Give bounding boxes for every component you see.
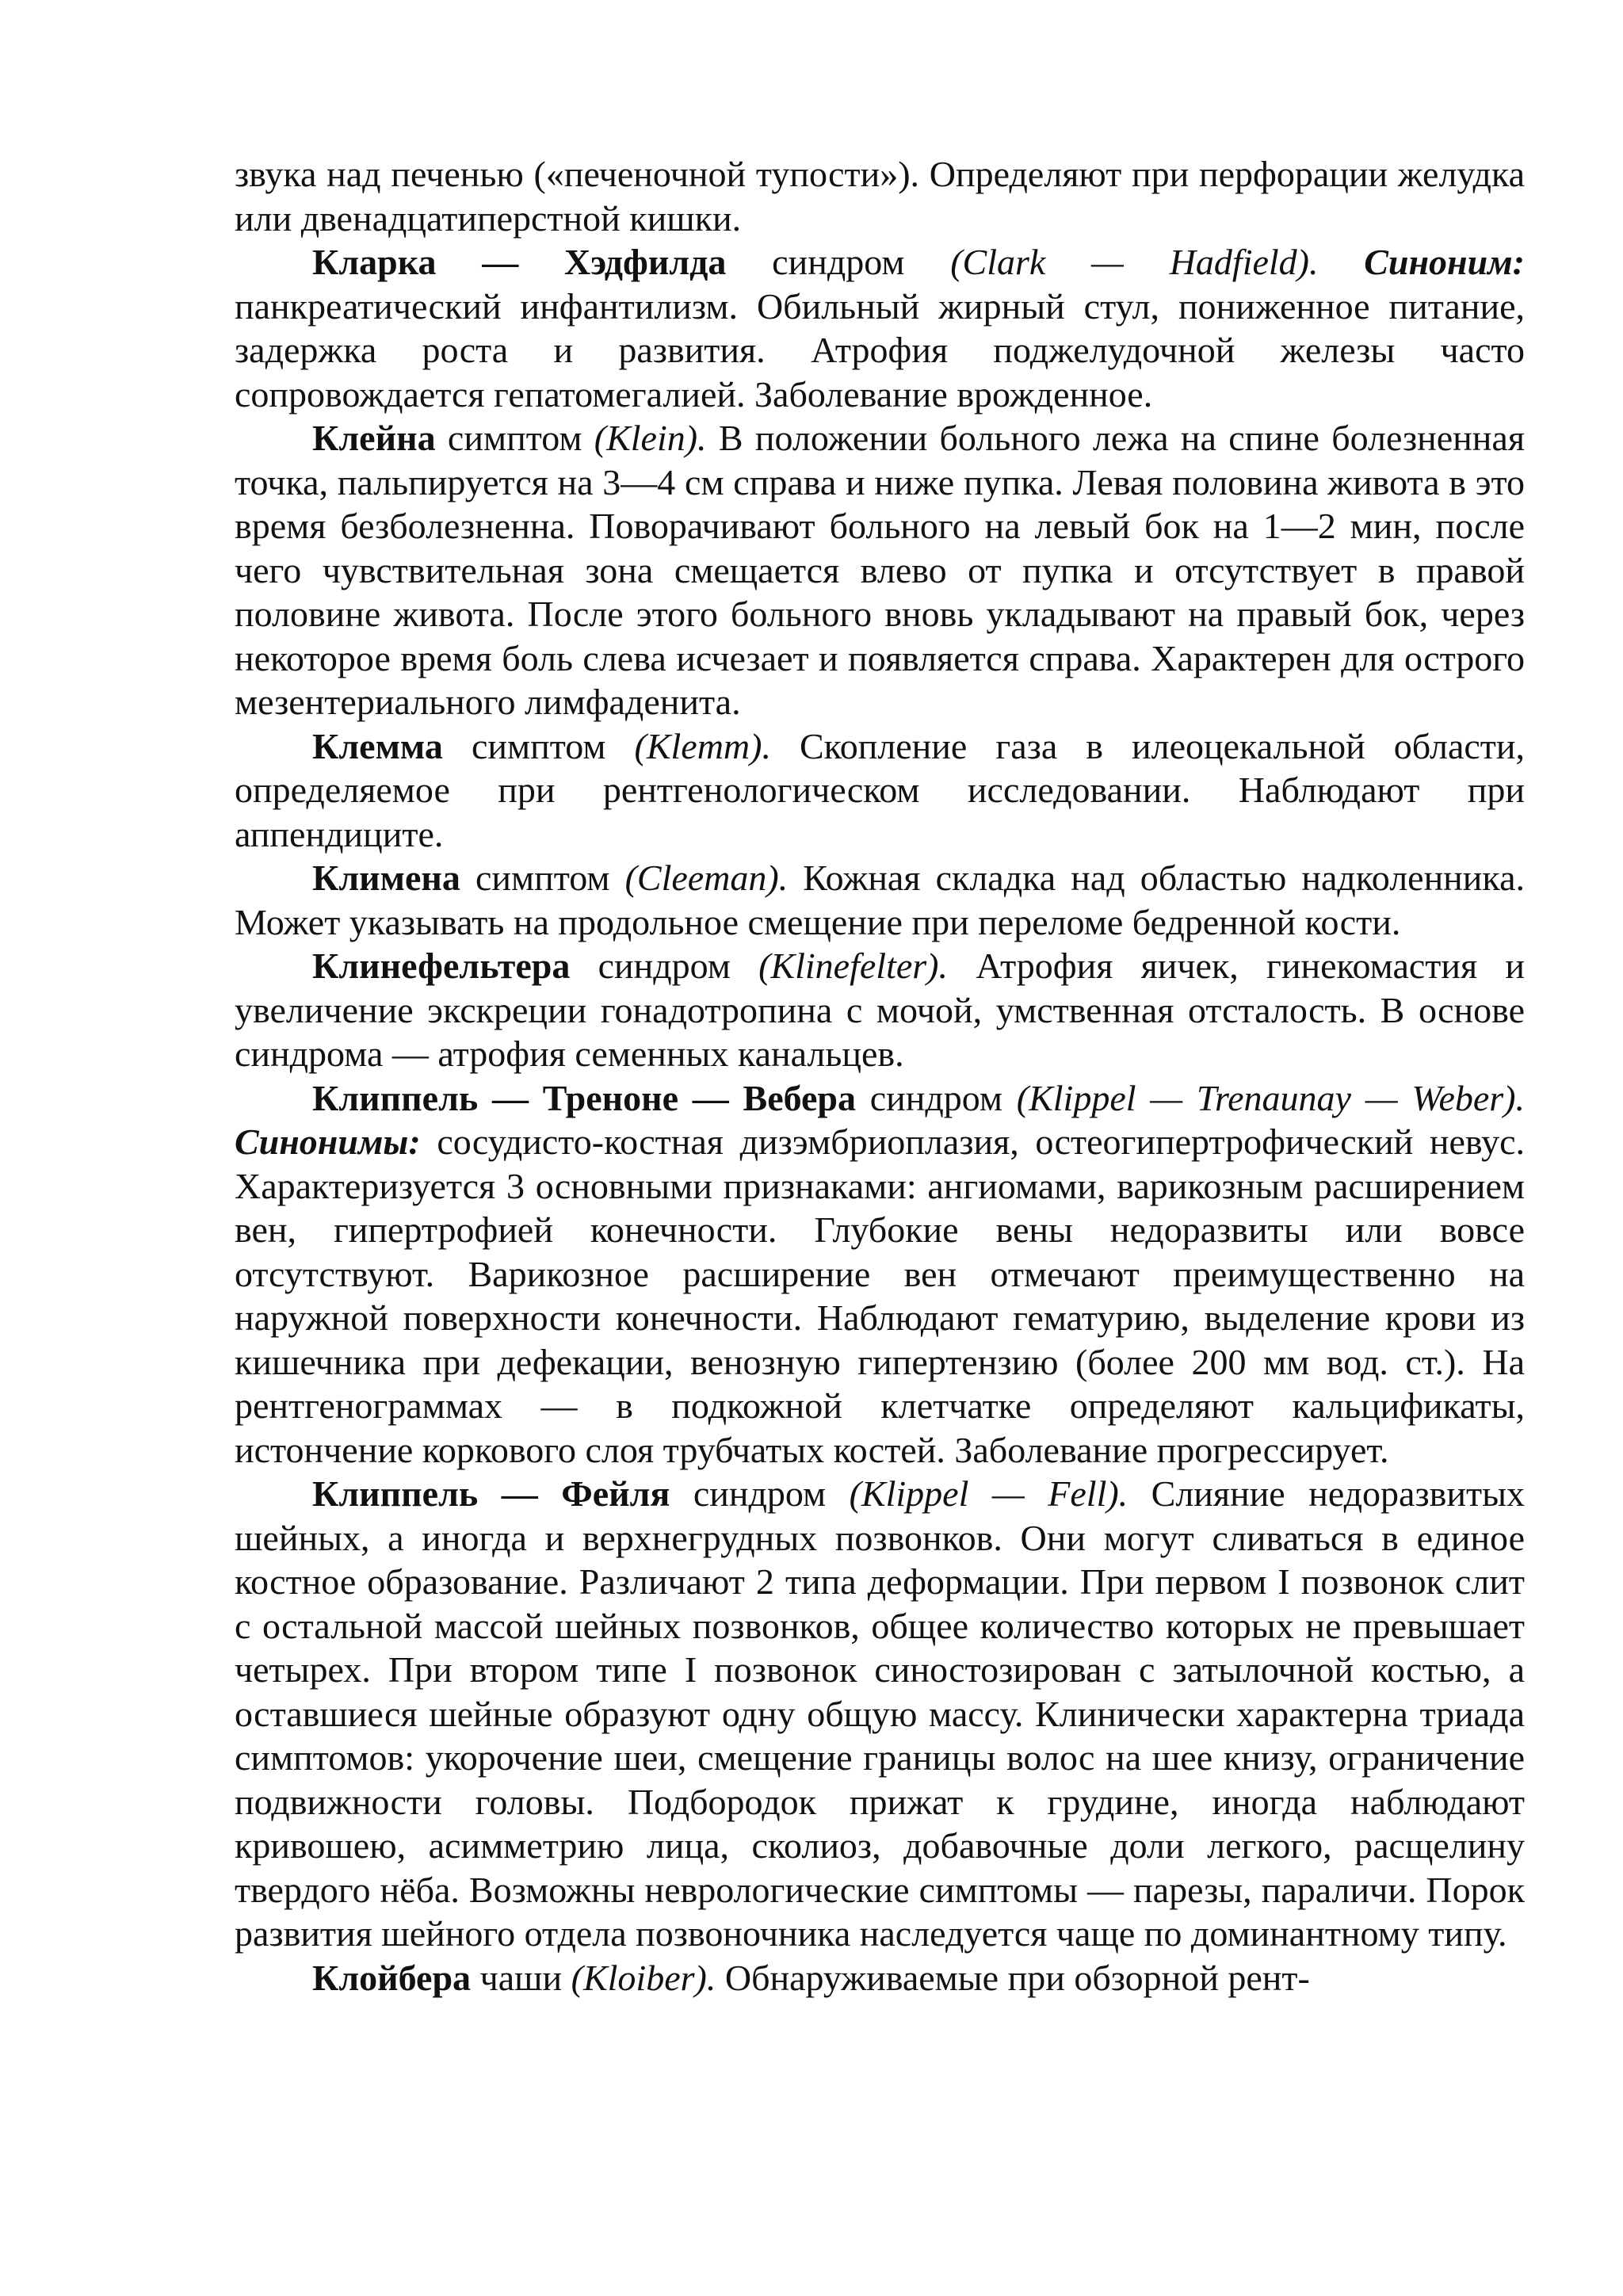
entry-description: Атрофия яичек, гинекомастия и увеличение экскреции гонадотропина с мочой, умственная отсталость. В основе синдрома — атрофия семенных канальцев. (235, 946, 1525, 1074)
entry-latin-name: (Klippel — Trenaunay — Weber). (1016, 1077, 1525, 1118)
entry-klemm (235, 724, 1525, 857)
entry-latin-name: (Klein). (594, 418, 707, 458)
synonym-label: Синоним: (1364, 242, 1526, 282)
entry-term: Клиппель — Треноне — Вебера (312, 1077, 857, 1118)
entry-klippel-fell (235, 1472, 1525, 1956)
entry-latin-name: (Cleeman). (624, 858, 789, 898)
entry-type: синдром (726, 242, 951, 282)
entry-type: симптом (442, 725, 635, 766)
entry-type: симптом (460, 858, 625, 898)
entry-description: Кожная складка над областью надколенника. Может указывать на продольное смещение при переломе бедренной кости. (235, 858, 1525, 942)
entry-latin-name: (Klemm). (634, 725, 771, 766)
entry-term: Клойбера (312, 1957, 472, 1998)
entry-type: чаши (471, 1957, 571, 1998)
entry-term: Климена (312, 858, 460, 898)
entry-term: Клинефельтера (312, 946, 571, 986)
entry-term: Клейна (312, 418, 436, 458)
entry-type: синдром (670, 1473, 850, 1514)
entry-term: Клиппель — Фейля (312, 1473, 670, 1514)
entry-klein (235, 416, 1525, 724)
entry-term: Кларка — Хэдфилда (312, 242, 727, 282)
entry-type: синдром (856, 1077, 1017, 1118)
entry-klippel-trenaunay-weber (235, 1076, 1525, 1473)
entry-type: симптом (435, 418, 594, 458)
entry-description: Обнаруживаемые при обзорной рент- (716, 1957, 1310, 1998)
entry-latin-name: (Clark — Hadfield). (950, 242, 1319, 282)
entry-kloiber (235, 1956, 1525, 2000)
entry-latin-name: (Kloiber). (571, 1957, 716, 1998)
continuation-text: звука над печенью («печеночной тупости»). Определяют при перфорации желудка или двенадцатиперстной кишки. (235, 154, 1525, 239)
paragraph-continuation (235, 152, 1525, 240)
document-page (235, 152, 1525, 2000)
entry-description: панкреатический инфантилизм. Обильный жирный стул, пониженное питание, задержка роста и развития. Атрофия поджелудочной железы часто сопровождается гепатомегалией. Заболевание врожденное. (235, 285, 1525, 415)
entry-term: Клемма (312, 725, 443, 766)
entry-description: Скопление газа в илеоцекальной области, определяемое при рентгенологическом исследовании. Наблюдают при аппендиците. (235, 725, 1525, 854)
entry-description: В положении больного лежа на спине болезненная точка, пальпируется на 3—4 см справа и ниже пупка. Левая половина живота в это время безболезненна. Поворачивают больного на левый бок на 1—2 мин, после чего чувствительная зона смещается влево от пупка и отсутствует в правой половине живота. После этого больного вновь укладывают на правый бок, через некоторое время боль слева исчезает и появляется справа. Характерен для острого мезентериального лимфаденита. (235, 418, 1525, 722)
entry-latin-name: (Klinefelter). (758, 946, 948, 986)
entry-description: сосудисто-костная дизэмбриоплазия, остеогипертрофический невус. Характеризуется 3 основными признаками: ангиомами, варикозным расширением вен, гипертрофией конечности. Глубокие вены недоразвиты или вовсе отсутствуют. Варикозное расширение вен отмечают преимущественно на наружной поверхности конечности. Наблюдают гематурию, выделение крови из кишечника при дефекации, венозную гипертензию (более 200 мм вод. ст.). На рентгенограммах — в подкожной клетчатке определяют кальцификаты, истончение коркового слоя трубчатых костей. Заболевание прогрессирует. (235, 1121, 1525, 1470)
entry-cleeman (235, 856, 1525, 944)
entry-klinefelter (235, 944, 1525, 1076)
entry-description: Слияние недоразвитых шейных, а иногда и верхнегрудных позвонков. Они могут сливаться в единое костное образование. Различают 2 типа деформации. При первом I позвонок слит с остальной массой шейных позвонков, общее количество которых не превышает четырех. При втором типе I позвонок синостозирован с затылочной костью, а оставшиеся шейные образуют одну общую массу. Клинически характерна триада симптомов: укорочение шеи, смещение границы волос на шее книзу, ограничение подвижности головы. Подбородок прижат к грудине, иногда наблюдают кривошею, асимметрию лица, сколиоз, добавочные доли легкого, расщелину твердого нёба. Возможны неврологические симптомы — парезы, параличи. Порок развития шейного отдела позвоночника наследуется чаще по доминантному типу. (235, 1473, 1525, 1954)
synonym-label: Синонимы: (235, 1121, 421, 1162)
entry-clark-hadfield (235, 240, 1525, 416)
entry-type: синдром (570, 946, 759, 986)
entry-latin-name: (Klippel — Fell). (849, 1473, 1128, 1514)
